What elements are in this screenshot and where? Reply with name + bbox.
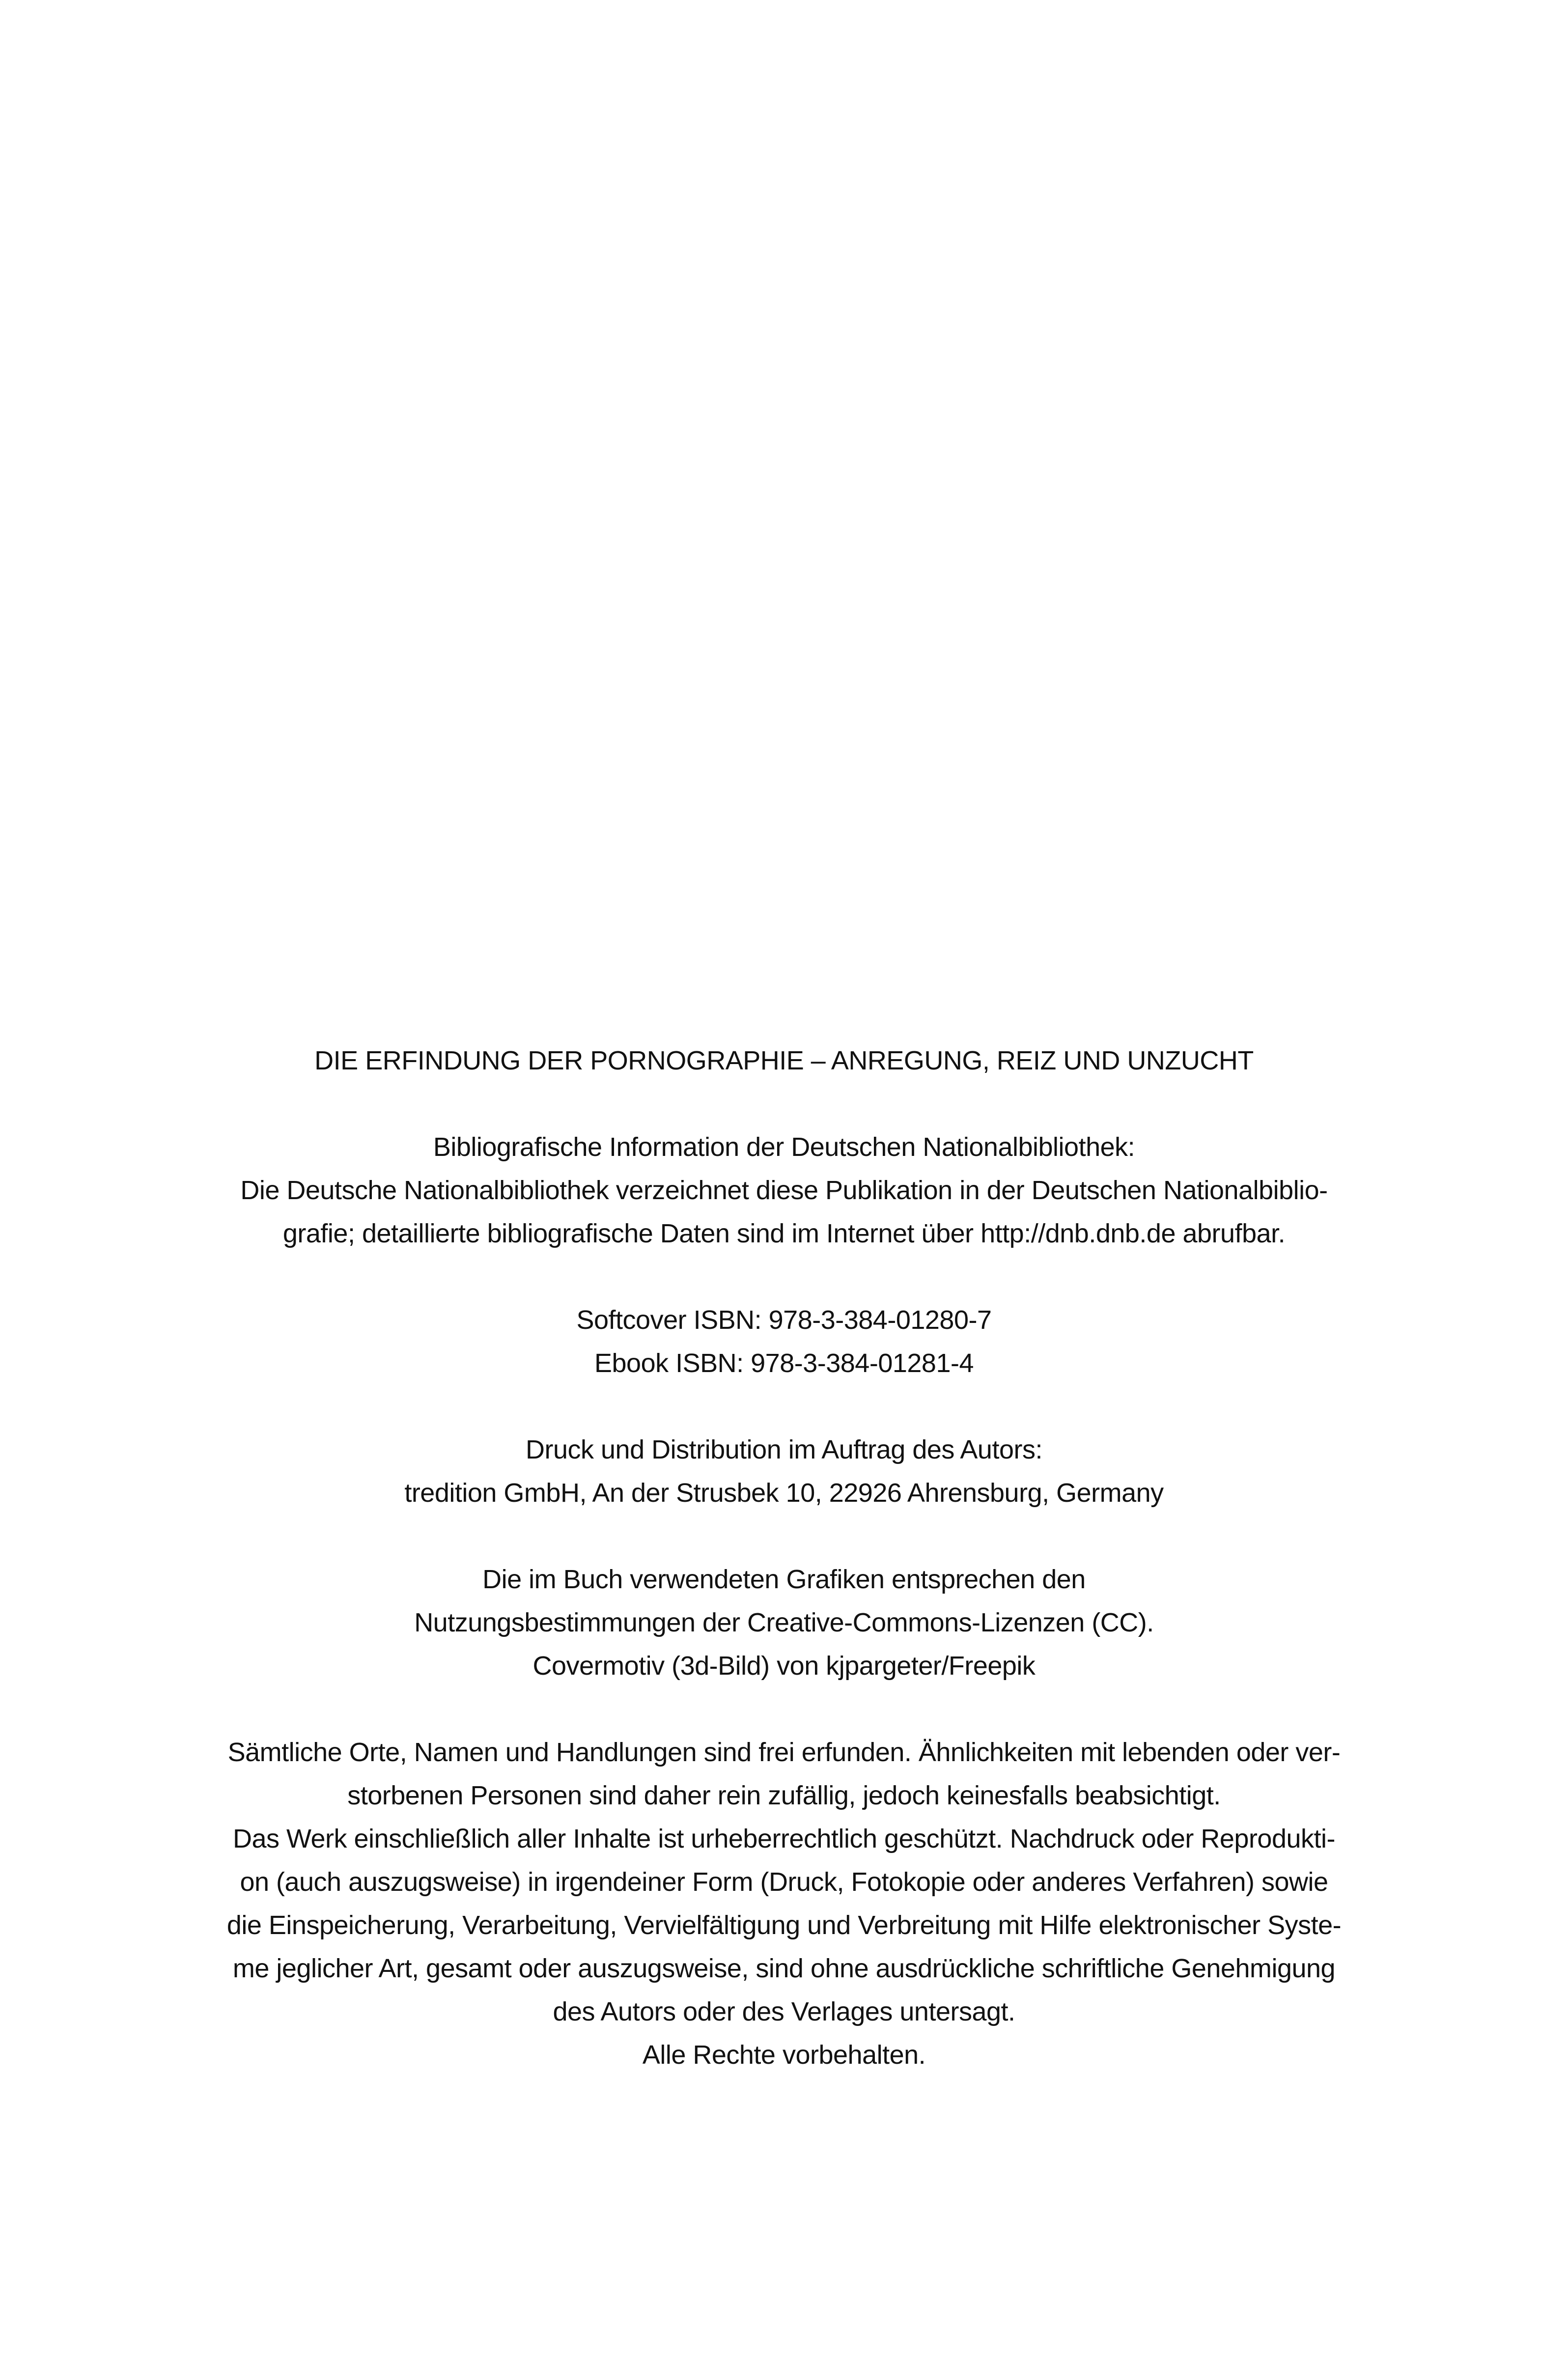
legal-line-2: storbenen Personen sind daher rein zufällig, jedoch keinesfalls beabsichtigt. [347,1781,1221,1810]
legal-line-7: des Autors oder des Verlages untersagt. [553,1997,1015,2026]
bibliographic-line-3: grafie; detaillierte bibliografische Daten sind im Internet über http://dnb.dnb.de abrufbar. [282,1219,1286,1248]
legal-line-1: Sämtliche Orte, Namen und Handlungen sind frei erfunden. Ähnlichkeiten mit lebenden oder ver- [227,1738,1341,1767]
graphics-license [147,1558,1421,1687]
publisher-address: tredition GmbH, An der Strusbek 10, 22926 Ahrensburg, Germany [404,1478,1164,1508]
cover-credit: Covermotiv (3d-Bild) von kjpargeter/Freepik [532,1651,1036,1681]
softcover-isbn: Softcover ISBN: 978-3-384-01280-7 [576,1305,992,1335]
print-distribution [147,1428,1421,1515]
bibliographic-line-2: Die Deutsche Nationalbibliothek verzeichnet diese Publikation in der Deutschen Nationalbiblio- [240,1176,1328,1205]
all-rights-reserved: Alle Rechte vorbehalten. [642,2040,926,2070]
print-line-1: Druck und Distribution im Auftrag des Autors: [526,1435,1042,1464]
book-title [147,1039,1421,1082]
graphics-line-1: Die im Buch verwendeten Grafiken entsprechen den [482,1565,1086,1594]
isbn-block [147,1298,1421,1385]
legal-line-6: me jeglicher Art, gesamt oder auszugsweise, sind ohne ausdrückliche schriftliche Genehmigung [232,1954,1336,1983]
book-title-line: DIE ERFINDUNG DER PORNOGRAPHIE – ANREGUNG, REIZ UND UNZUCHT [314,1046,1254,1075]
legal-line-3: Das Werk einschließlich aller Inhalte ist urheberrechtlich geschützt. Nachdruck oder Reprodukti- [232,1824,1336,1853]
bibliographic-line-1: Bibliografische Information der Deutschen Nationalbibliothek: [433,1132,1135,1162]
imprint-text [147,1039,1421,2077]
graphics-line-2: Nutzungsbestimmungen der Creative-Commons-Lizenzen (CC). [414,1608,1154,1637]
legal-line-5: die Einspeicherung, Verarbeitung, Vervielfältigung und Verbreitung mit Hilfe elektronischer Syste- [226,1910,1342,1940]
legal-line-4: on (auch auszugsweise) in irgendeiner Form (Druck, Fotokopie oder anderes Verfahren) sowie [240,1867,1328,1897]
ebook-isbn: Ebook ISBN: 978-3-384-01281-4 [594,1348,974,1378]
bibliographic-information [147,1125,1421,1255]
legal-notice [147,1731,1421,2077]
